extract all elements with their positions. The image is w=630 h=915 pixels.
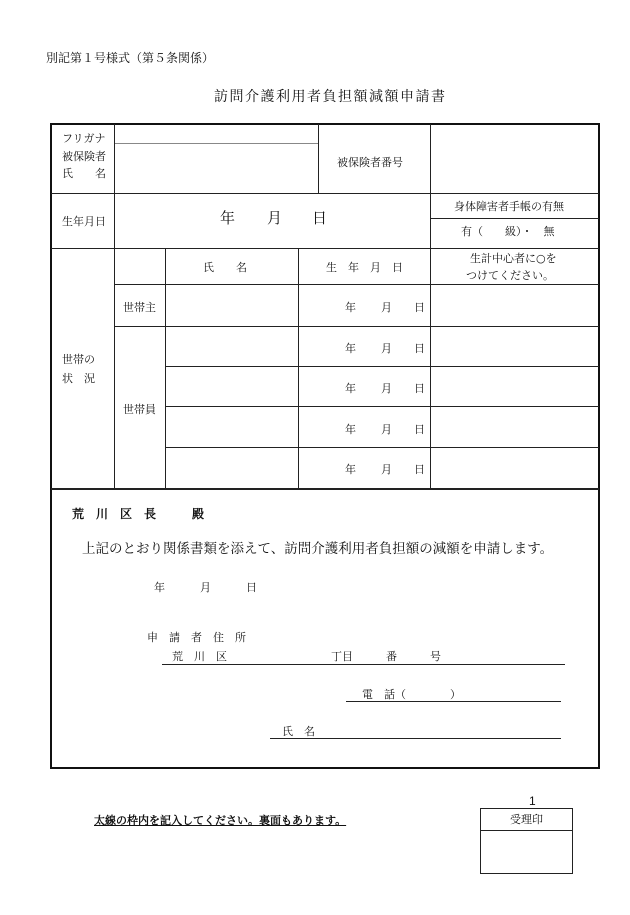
phone-label: 電 話（ ） xyxy=(362,688,461,701)
head-breadwinner-field[interactable] xyxy=(432,286,598,325)
furigana-field[interactable] xyxy=(116,125,317,142)
col-birth-header: 生 年 月 日 xyxy=(326,261,403,274)
applicant-address-label: 申 請 者 住 所 xyxy=(147,631,246,644)
handbook-status[interactable]: 有（ 級）・ 無 xyxy=(461,225,555,238)
application-date-month: 月 xyxy=(200,581,211,594)
row-year: 年 xyxy=(345,342,356,355)
row-month: 月 xyxy=(381,382,392,395)
applicant-name-field[interactable] xyxy=(270,719,561,738)
application-statement: 上記のとおり関係書類を添えて、訪問介護利用者負担額の減額を申請します。 xyxy=(82,541,554,557)
name-underline xyxy=(270,738,561,739)
applicant-address-field[interactable] xyxy=(162,644,565,664)
row-day: 日 xyxy=(414,423,425,436)
col-name-header: 氏 名 xyxy=(203,261,247,274)
page-number: 1 xyxy=(529,794,536,808)
row-month: 月 xyxy=(381,301,392,314)
member-4-breadwinner-field[interactable] xyxy=(432,449,598,487)
phone-field[interactable] xyxy=(346,682,561,701)
ward-label: 荒 川 区 xyxy=(172,650,227,663)
household-member-label: 世帯員 xyxy=(123,403,156,416)
divider xyxy=(115,143,318,144)
birth-year-unit: 年 xyxy=(220,209,236,227)
divider xyxy=(51,488,599,490)
divider xyxy=(166,447,599,448)
furigana-label: フリガナ xyxy=(62,132,106,145)
addressee: 荒 川 区 長 殿 xyxy=(72,507,205,521)
divider xyxy=(115,284,599,285)
row-year: 年 xyxy=(345,423,356,436)
col-breadwinner-header-2: つけてください。 xyxy=(466,269,554,282)
phone-underline xyxy=(346,701,561,702)
insured-number-label: 被保険者番号 xyxy=(337,156,403,169)
page-title: 訪問介護利用者負担額減額申請書 xyxy=(214,89,447,105)
application-date-year: 年 xyxy=(154,581,165,594)
handbook-label: 身体障害者手帳の有無 xyxy=(454,200,564,213)
head-name-field[interactable] xyxy=(167,286,297,325)
instruction-note: 太線の枠内を記入してください。裏面もあります。 xyxy=(94,814,347,827)
birth-day-unit: 日 xyxy=(312,209,328,227)
member-1-name-field[interactable] xyxy=(167,328,297,365)
member-2-name-field[interactable] xyxy=(167,368,297,405)
divider xyxy=(166,406,599,407)
member-4-name-field[interactable] xyxy=(167,449,297,487)
divider xyxy=(51,248,599,249)
birthdate-label: 生年月日 xyxy=(62,215,106,228)
divider xyxy=(115,326,599,327)
insured-number-field[interactable] xyxy=(432,125,598,192)
row-day: 日 xyxy=(414,382,425,395)
application-date-field[interactable] xyxy=(130,575,270,599)
household-label-2: 状 況 xyxy=(62,372,95,385)
row-month: 月 xyxy=(381,463,392,476)
row-day: 日 xyxy=(414,342,425,355)
birth-month-unit: 月 xyxy=(267,209,283,227)
name-label: 氏 名 xyxy=(62,167,106,180)
insured-label: 被保険者 xyxy=(62,150,106,163)
row-year: 年 xyxy=(345,463,356,476)
household-label: 世帯の xyxy=(62,353,95,366)
ban-label: 番 xyxy=(386,650,397,663)
form-number: 別記第１号様式（第５条関係） xyxy=(46,51,215,65)
divider xyxy=(166,366,599,367)
applicant-name-label: 氏 名 xyxy=(282,725,315,738)
address-underline xyxy=(162,664,565,665)
member-1-breadwinner-field[interactable] xyxy=(432,328,598,365)
chome-label: 丁目 xyxy=(331,650,353,663)
member-3-breadwinner-field[interactable] xyxy=(432,408,598,446)
divider xyxy=(318,124,319,193)
row-year: 年 xyxy=(345,382,356,395)
row-month: 月 xyxy=(381,423,392,436)
insured-name-field[interactable] xyxy=(116,145,317,192)
divider xyxy=(430,124,431,248)
head-of-household-label: 世帯主 xyxy=(123,301,156,314)
divider xyxy=(431,218,599,219)
go-label: 号 xyxy=(430,650,441,663)
reception-stamp-divider xyxy=(481,830,572,831)
member-2-breadwinner-field[interactable] xyxy=(432,368,598,405)
member-3-name-field[interactable] xyxy=(167,408,297,446)
divider xyxy=(51,193,599,194)
row-day: 日 xyxy=(414,301,425,314)
row-year: 年 xyxy=(345,301,356,314)
row-day: 日 xyxy=(414,463,425,476)
reception-stamp-label: 受理印 xyxy=(510,813,543,826)
application-date-day: 日 xyxy=(246,581,257,594)
row-month: 月 xyxy=(381,342,392,355)
col-breadwinner-header: 生計中心者に○を xyxy=(470,252,557,265)
